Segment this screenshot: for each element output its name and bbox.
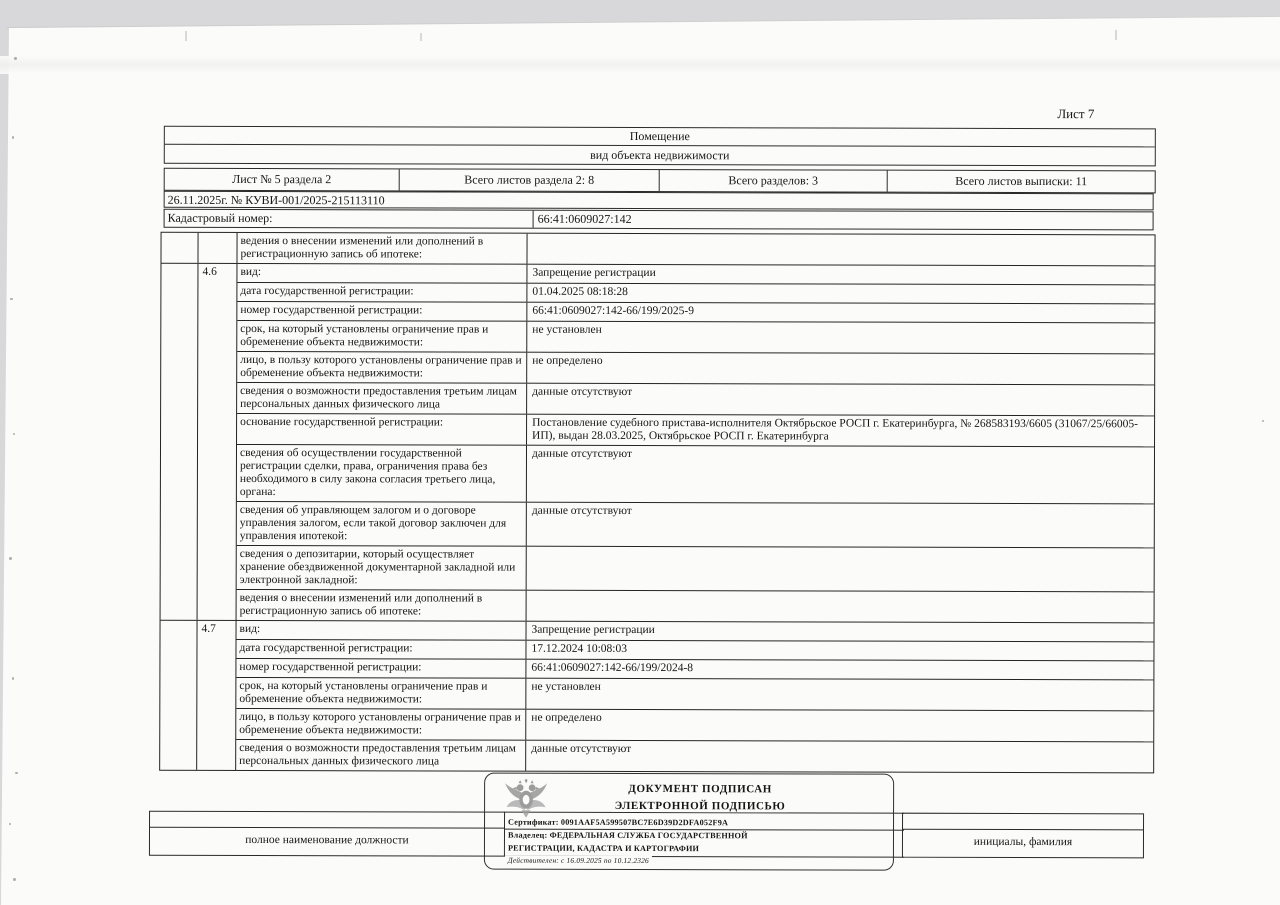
outer-column bbox=[161, 264, 199, 620]
row-label: сведения о возможности предоставления третьим лицам персональных данных физического лица bbox=[236, 740, 526, 771]
outer-column bbox=[161, 233, 198, 263]
record-row bbox=[237, 621, 1154, 642]
record-group-continuation bbox=[161, 233, 1154, 266]
row-label: сведения об управляющем залогом и о договоре управления залогом, если такой договор заключен для управления ипотекой: bbox=[237, 502, 527, 546]
sheet-info-cell: Всего листов раздела 2: 8 bbox=[400, 169, 660, 191]
record-row bbox=[237, 302, 1154, 323]
outer-column bbox=[160, 621, 197, 770]
stamp-validity: Действителен: с 16.09.2025 по 10.12.2326 bbox=[505, 856, 652, 865]
row-value bbox=[527, 591, 1154, 623]
record-row bbox=[237, 590, 1154, 622]
row-value: данные отсутствуют bbox=[531, 742, 632, 755]
record-group-4-7 bbox=[160, 620, 1153, 773]
row-label: ведения о внесении изменений или дополнений в регистрационную запись об ипотеке: bbox=[237, 590, 527, 621]
row-value: Постановление судебного пристава-исполнителя Октябрьское РОСП г. Екатеринбурга, № 268583193/6605 (31067/25/66005-ИП), выдан 28.03.2025, Октябрьское РОСП г. Екатеринбурга bbox=[532, 416, 1138, 443]
record-row bbox=[237, 502, 1154, 548]
sheet-info-cell: Лист № 5 раздела 2 bbox=[165, 169, 400, 191]
record-row bbox=[236, 678, 1153, 711]
record-row bbox=[237, 264, 1154, 285]
row-label: срок, на который установлены ограничение прав и обременение объекта недвижимости: bbox=[237, 321, 527, 352]
signature-name-label: инициалы, фамилия bbox=[973, 835, 1073, 849]
record-row bbox=[236, 640, 1153, 661]
record-row bbox=[237, 383, 1154, 416]
stamp-certificate: Сертификат: 0091AAF5A599507BC7E6D39D2DFA052F9A bbox=[505, 818, 731, 828]
row-label: номер государственной регистрации: bbox=[236, 659, 526, 678]
row-value bbox=[527, 547, 1154, 592]
signature-blank-row bbox=[903, 814, 1143, 831]
record-row bbox=[237, 546, 1154, 592]
row-value: данные отсутствуют bbox=[532, 385, 633, 398]
row-label: сведения об осуществлении государственной регистрации сделки, права, ограничения права без необходимого в силу закона согласия третьего лица, органа: bbox=[237, 445, 527, 502]
stamp-owner-line2: РЕГИСТРАЦИИ, КАДАСТРА И КАРТОГРАФИИ bbox=[505, 844, 702, 854]
double-headed-eagle-icon bbox=[503, 779, 549, 821]
row-value bbox=[527, 234, 1154, 266]
row-value: не определено bbox=[531, 711, 602, 724]
row-label: ведения о внесении изменений или дополнений в регистрационную запись об ипотеке: bbox=[237, 233, 527, 264]
row-value: данные отсутствуют bbox=[531, 504, 632, 517]
group-number: 4.7 bbox=[197, 621, 236, 770]
group-number bbox=[198, 233, 237, 263]
records-table bbox=[159, 232, 1155, 774]
signature-blank-row bbox=[150, 812, 504, 829]
row-value: 66:41:0609027:142-66/199/2025-9 bbox=[532, 304, 695, 318]
row-label: сведения о депозитарии, который осуществляет хранение обездвиженной документарной закладной или электронной закладной: bbox=[237, 546, 527, 590]
signature-position-box bbox=[149, 811, 505, 857]
row-label: основание государственной регистрации: bbox=[237, 414, 527, 445]
signature-name-box bbox=[902, 813, 1144, 859]
row-label: лицо, в пользу которого установлены ограничение прав и обременение объекта недвижимости: bbox=[236, 709, 526, 740]
document-number: 26.11.2025г. № КУВИ-001/2025-215113110 bbox=[164, 191, 1154, 211]
cadastral-label: Кадастровый номер: bbox=[165, 210, 534, 228]
record-row bbox=[236, 740, 1153, 772]
sheet-info-cell: Всего листов выписки: 11 bbox=[955, 173, 1088, 189]
row-value: не установлен bbox=[531, 680, 601, 693]
record-row bbox=[236, 709, 1153, 742]
row-value: 66:41:0609027:142-66/199/2024-8 bbox=[531, 661, 694, 675]
record-row bbox=[237, 352, 1154, 385]
record-group-4-6 bbox=[161, 263, 1155, 623]
record-row bbox=[237, 283, 1154, 304]
row-value: 01.04.2025 08:18:28 bbox=[532, 285, 628, 298]
row-value: 17.12.2024 10:08:03 bbox=[531, 642, 628, 655]
row-value: не определено bbox=[532, 354, 603, 367]
row-label: дата государственной регистрации: bbox=[236, 640, 526, 659]
row-value: данные отсутствуют bbox=[531, 447, 633, 460]
row-value: Запрещение регистрации bbox=[532, 266, 656, 280]
row-value: не установлен bbox=[532, 323, 602, 336]
signature-position-label: полное наименование должности bbox=[245, 833, 409, 847]
row-label: сведения о возможности предоставления третьим лицам персональных данных физического лица bbox=[237, 383, 527, 414]
row-label: номер государственной регистрации: bbox=[237, 302, 527, 321]
stamp-title-line1: ДОКУМЕНТ ПОДПИСАН bbox=[555, 783, 845, 796]
record-row bbox=[236, 659, 1153, 680]
cadastral-row bbox=[164, 209, 1154, 231]
object-kind-caption: вид объекта недвижимости bbox=[165, 144, 1155, 166]
object-type: Помещение bbox=[629, 128, 690, 144]
row-label: дата государственной регистрации: bbox=[237, 283, 527, 302]
group-number: 4.6 bbox=[198, 264, 238, 620]
electronic-signature-stamp bbox=[484, 773, 894, 871]
record-row bbox=[237, 445, 1154, 504]
record-row bbox=[237, 414, 1154, 447]
object-type-table bbox=[164, 126, 1156, 167]
row-label: вид: bbox=[237, 264, 527, 283]
stamp-owner-line1: Владелец: ФЕДЕРАЛЬНАЯ СЛУЖБА ГОСУДАРСТВЕННОЙ bbox=[505, 831, 751, 841]
record-row bbox=[237, 321, 1154, 354]
sheet-info-table bbox=[164, 168, 1156, 194]
row-label: вид: bbox=[237, 621, 527, 640]
record-row bbox=[237, 233, 1154, 265]
row-label: лицо, в пользу которого установлены ограничение прав и обременение объекта недвижимости: bbox=[237, 352, 527, 383]
sheet-info-cell: Всего разделов: 3 bbox=[660, 170, 888, 192]
cadastral-value: 66:41:0609027:142 bbox=[537, 211, 632, 226]
stamp-title-line2: ЭЛЕКТРОННОЙ ПОДПИСЬЮ bbox=[555, 800, 845, 813]
row-label: срок, на который установлены ограничение прав и обременение объекта недвижимости: bbox=[236, 678, 526, 709]
row-value: Запрещение регистрации bbox=[531, 623, 655, 637]
sheet-number: Лист 7 bbox=[1057, 106, 1095, 122]
